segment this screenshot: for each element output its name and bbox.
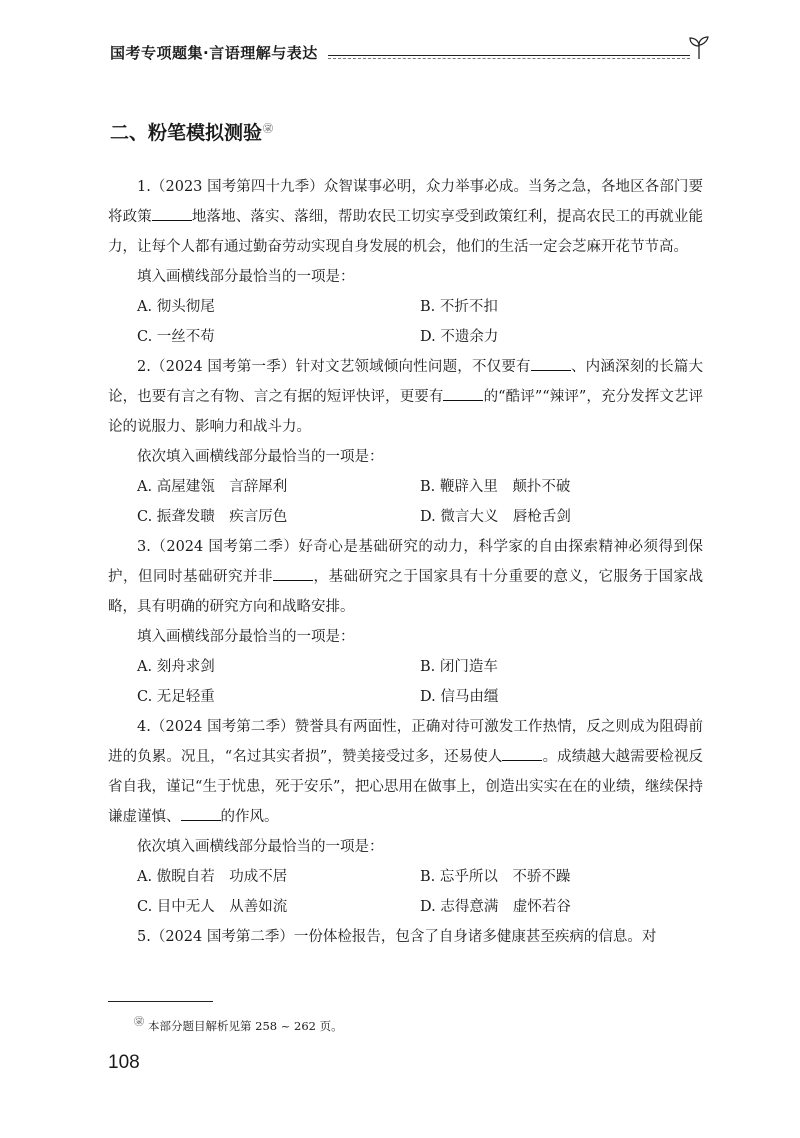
question-list	[108, 172, 703, 952]
option-a: A. 彻头彻尾	[137, 299, 215, 315]
question-5	[108, 922, 703, 952]
option-a: A. 傲睨自若 功成不居	[137, 869, 288, 885]
question-3	[108, 532, 703, 712]
fill-blank	[152, 206, 192, 221]
option-d: D. 微言大义 唇枪舌剑	[420, 509, 571, 525]
option-b: B. 不折不扣	[420, 299, 498, 315]
option-list	[108, 472, 703, 532]
page-number: 108	[108, 1052, 140, 1073]
option-b: B. 闭门造车	[420, 659, 498, 675]
footnote-marker: ㊪	[263, 123, 274, 135]
footnote	[134, 1013, 343, 1034]
question-1	[108, 172, 703, 352]
footnote-rule	[108, 1001, 213, 1002]
option-c: C. 振聋发聩 疾言厉色	[137, 509, 288, 525]
fill-blank	[502, 746, 542, 761]
sprout-leaf-icon	[688, 36, 710, 60]
option-c: C. 无足轻重	[137, 689, 215, 705]
option-a: A. 刻舟求剑	[137, 659, 215, 675]
question-2	[108, 352, 703, 532]
question-prompt: 依次填入画横线部分最恰当的一项是：	[137, 449, 384, 465]
footnote-marker: ㊪	[134, 1017, 144, 1028]
option-d: D. 信马由缰	[420, 689, 499, 705]
question-prompt: 填入画横线部分最恰当的一项是：	[137, 629, 355, 645]
footnote-text: 本部分题目解析见第 258 ~ 262 页。	[148, 1018, 343, 1033]
fill-blank	[443, 386, 483, 401]
option-a: A. 高屋建瓴 言辞犀利	[137, 479, 288, 495]
option-list	[108, 862, 703, 922]
question-stem: 4.（2024 国考第二季）赞誉具有两面性，正确对待可激发工作热情，反之则成为阻碍前进的负累。况且，“名过其实者损”，赞美接受过多，还易使人 。成绩越大越需要检视反省自我，谨记“生于忧患，死于安乐”，把心思用在做事上，创造出实实在在的业绩，继续保持谦虚谨慎、 的作风。	[108, 719, 704, 825]
header-rule	[328, 55, 690, 56]
header-title: 国考专项题集·言语理解与表达	[110, 44, 318, 62]
option-b: B. 忘乎所以 不骄不躁	[420, 869, 571, 885]
question-stem: 2.（2024 国考第一季）针对文艺领域倾向性问题，不仅要有 、内涵深刻的长篇大论，也要有言之有物、言之有据的短评快评，更要有 的“酷评”“辣评”，充分发挥文艺评论的说服力、影响力和战斗力。	[108, 352, 703, 442]
question-prompt: 填入画横线部分最恰当的一项是：	[137, 269, 355, 285]
option-list	[108, 292, 703, 352]
option-b: B. 鞭辟入里 颠扑不破	[420, 479, 571, 495]
question-prompt: 依次填入画横线部分最恰当的一项是：	[137, 839, 384, 855]
option-list	[108, 652, 703, 712]
option-d: D. 不遗余力	[420, 329, 499, 345]
question-4	[108, 712, 703, 922]
fill-blank	[531, 356, 571, 371]
option-c: C. 目中无人 从善如流	[137, 899, 288, 915]
header-rule-dashed	[328, 58, 690, 59]
option-c: C. 一丝不苟	[137, 329, 215, 345]
fill-blank	[273, 566, 313, 581]
option-d: D. 志得意满 虚怀若谷	[420, 899, 571, 915]
fill-blank	[181, 806, 221, 821]
question-stem: 5.（2024 国考第二季）一份体检报告，包含了自身诸多健康甚至疾病的信息。对	[137, 929, 657, 945]
running-header	[110, 42, 710, 66]
section-title: 二、粉笔模拟测验㊪	[110, 122, 274, 144]
question-stem: 3.（2024 国考第二季）好奇心是基础研究的动力，科学家的自由探索精神必须得到保护，但同时基础研究并非 ，基础研究之于国家具有十分重要的意义，它服务于国家战略，具有明确的研究方向和战略安排。	[108, 539, 703, 615]
question-stem: 1.（2023 国考第四十九季）众智谋事必明，众力举事必成。当务之急，各地区各部门要将政策 地落地、落实、落细，帮助农民工切实享受到政策红利，提高农民工的再就业能力，让每个人都有通过勤奋劳动实现自身发展的机会，他们的生活一定会芝麻开花节节高。	[108, 179, 704, 255]
